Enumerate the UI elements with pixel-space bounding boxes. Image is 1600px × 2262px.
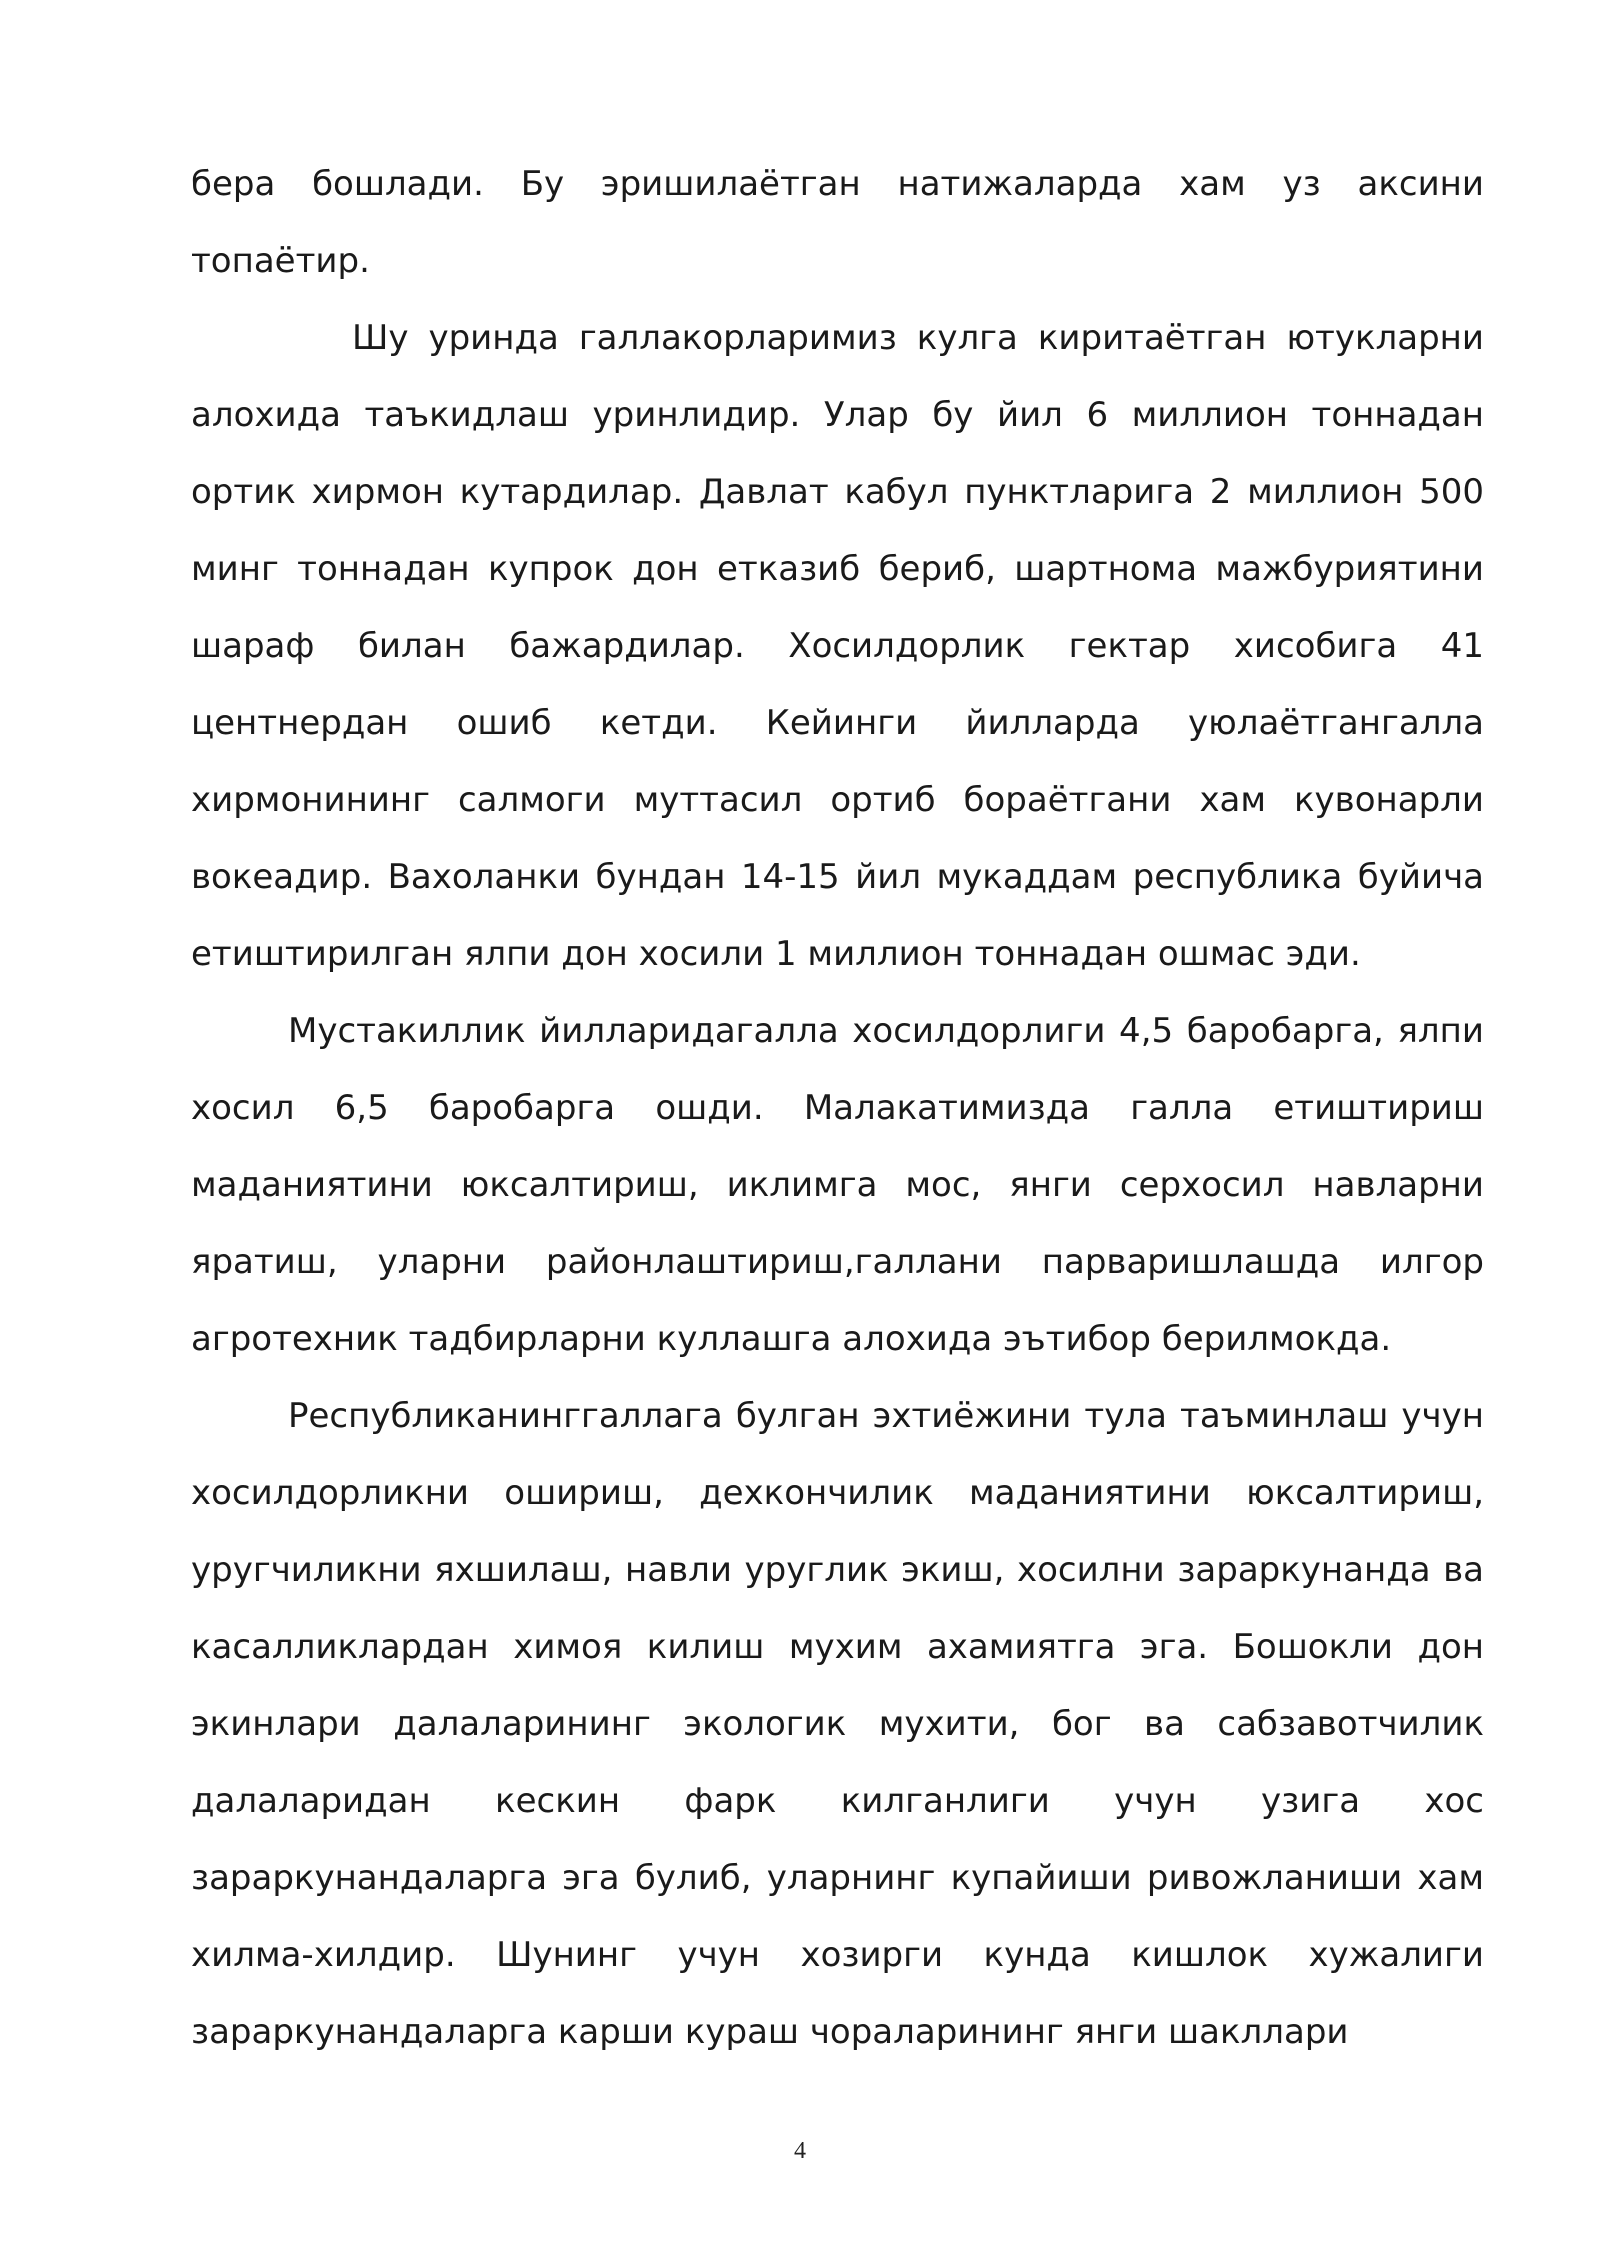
paragraph-grain-harvest: Шу уринда галлакорларимиз кулга киритаётган ютукларни алохида таъкидлаш уринлидир. Улар бу йил 6 миллион тоннадан ортик хирмон кутардилар. Давлат кабул пунктларига 2 миллион 500 минг тоннадан купрок дон етказиб бериб, шартнома мажбуриятини шараф билан бажардилар. Хосилдорлик гектар хисобига 41 центнердан ошиб кетди. Кейинги йилларда уюлаётгангалла хирмонининг салмоги муттасил ортиб бораётгани хам кувонарли вокеадир. Вахоланки бундан 14-15 йил мукаддам республика буйича етиштирилган ялпи дон хосили 1 миллион тоннадан ошмас эди. [191, 318, 1484, 974]
paragraph-pest-control: Республиканинггаллага булган эхтиёжини тула таъминлаш учун хосилдорликни ошириш, дехкончилик маданиятини юксалтириш, уругчиликни яхшилаш, навли уруглик экиш, хосилни зараркунанда ва касалликлардан химоя килиш мухим ахамиятга эга. Бошокли дон экинлари далаларининг экологик мухити, бог ва сабзавотчилик далаларидан кескин фарк килганлиги учун узига хос зараркунандаларга эга булиб, уларнинг купайиши ривожланиши хам хилма-хилдир. Шунинг учун хозирги кунда кишлок хужалиги зараркунандаларга карши кураш чораларининг янги шакллари [191, 1396, 1484, 2052]
page-number: 4 [794, 2138, 806, 2164]
paragraph-continuation: бера бошлади. Бу эришилаётган натижаларда хам уз аксини топаётир. [191, 164, 1484, 281]
paragraph-independence-yields: Мустакиллик йилларидагалла хосилдорлиги 4,5 баробарга, ялпи хосил 6,5 баробарга ошди. Малакатимизда галла етиштириш маданиятини юксалтириш, иклимга мос, янги серхосил навларни яратиш, уларни районлаштириш,галлани парваришлашда илгор агротехник тадбирларни куллашга алохида эътибор берилмокда. [191, 1011, 1484, 1359]
document-body [191, 146, 1484, 2071]
